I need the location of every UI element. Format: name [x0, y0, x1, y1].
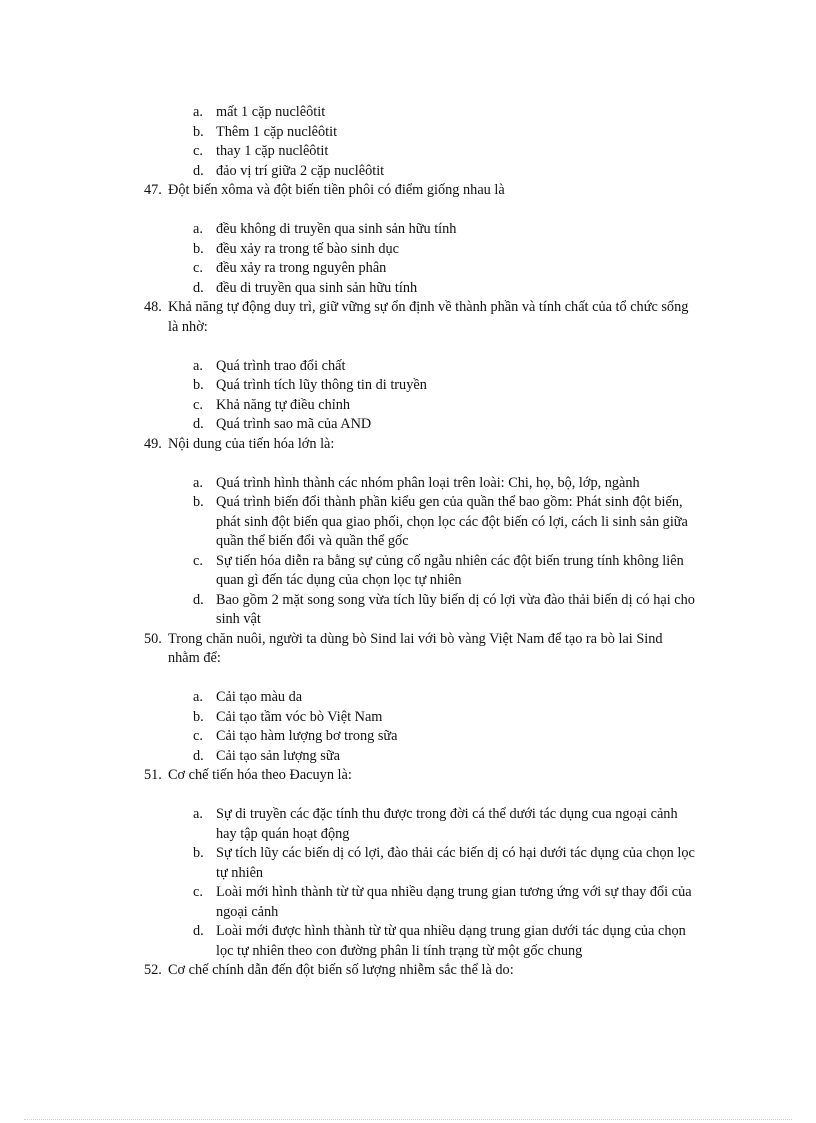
- question-text: Cơ chế chính dẫn đến đột biến số lượng nhiễm sắc thể là do:: [168, 962, 514, 978]
- option-letter: a.: [193, 474, 203, 491]
- option-item: [0, 142, 696, 162]
- option-letter: b.: [193, 494, 204, 510]
- option-text: Cải tạo màu da: [216, 689, 303, 705]
- carryover-options: [0, 103, 696, 181]
- option-item: [0, 376, 696, 396]
- option-item: [0, 727, 696, 747]
- option-letter: a.: [193, 221, 203, 237]
- question-51-options: [0, 805, 696, 961]
- option-text: Cải tạo tầm vóc bò Việt Nam: [216, 708, 383, 725]
- option-text: Loài mới hình thành từ từ qua nhiều dạng trung gian tương ứng với sự thay đổi của ngoại cảnh: [216, 884, 692, 920]
- option-item: [0, 220, 696, 240]
- option-text: mất 1 cặp nuclêôtit: [216, 104, 326, 120]
- option-letter: c.: [193, 884, 203, 900]
- option-item: [0, 415, 696, 435]
- question-text: Khả năng tự động duy trì, giữ vững sự ổn định về thành phần và tính chất của tổ chức sống là nhờ:: [168, 299, 689, 335]
- option-text: Quá trình tích lũy thông tin di truyền: [216, 377, 427, 393]
- option-letter: a.: [193, 357, 203, 374]
- question-49: [0, 435, 690, 455]
- question-number: 50.: [144, 630, 162, 647]
- option-letter: d.: [193, 923, 204, 939]
- option-letter: a.: [193, 806, 203, 822]
- option-text: Loài mới được hình thành từ từ qua nhiều dạng trung gian dưới tác dụng của chọn lọc tự nhiên theo con đường phân li tính trạng từ một gốc chung: [216, 923, 686, 959]
- option-item: [0, 591, 696, 630]
- question-number: 47.: [144, 182, 162, 198]
- option-item: [0, 747, 696, 767]
- option-letter: b.: [193, 708, 204, 725]
- question-text: Trong chăn nuôi, người ta dùng bò Sind lai với bò vàng Việt Nam để tạo ra bò lai Sind nhằm để:: [168, 630, 663, 666]
- option-item: [0, 103, 696, 123]
- option-letter: d.: [193, 279, 204, 296]
- option-item: [0, 688, 696, 708]
- option-text: đều xảy ra trong nguyên phân: [216, 260, 387, 276]
- option-item: [0, 844, 696, 883]
- option-item: [0, 396, 696, 416]
- option-text: thay 1 cặp nuclêôtit: [216, 143, 329, 159]
- option-item: [0, 279, 696, 299]
- question-number: 52.: [144, 962, 162, 978]
- question-text: Nội dung của tiến hóa lớn là:: [168, 435, 335, 452]
- question-49-options: [0, 474, 696, 630]
- option-item: [0, 357, 696, 377]
- option-letter: a.: [193, 104, 203, 120]
- option-letter: a.: [193, 689, 203, 705]
- option-letter: c.: [193, 143, 203, 159]
- question-52: [0, 961, 690, 981]
- question-number: 49.: [144, 435, 162, 452]
- question-text: Cơ chế tiến hóa theo Đacuyn là:: [168, 767, 352, 783]
- document-body: [0, 103, 696, 981]
- option-text: đảo vị trí giữa 2 cặp nuclêôtit: [216, 162, 385, 179]
- option-text: đều không di truyền qua sinh sản hữu tính: [216, 221, 457, 237]
- option-text: Quá trình trao đổi chất: [216, 357, 346, 374]
- option-item: [0, 259, 696, 279]
- option-letter: d.: [193, 747, 204, 764]
- option-letter: b.: [193, 240, 204, 257]
- question-50: [0, 630, 690, 669]
- option-letter: c.: [193, 396, 203, 413]
- question-50-options: [0, 688, 696, 766]
- question-48-options: [0, 357, 696, 435]
- option-letter: b.: [193, 377, 204, 393]
- option-text: đều di truyền qua sinh sản hữu tính: [216, 279, 418, 296]
- option-text: Sự di truyền các đặc tính thu được trong đời cá thể dưới tác dụng cua ngoại cảnh hay tập quán hoạt động: [216, 806, 678, 842]
- question-48: [0, 298, 690, 337]
- option-text: Cải tạo hàm lượng bơ trong sữa: [216, 728, 398, 744]
- option-item: [0, 883, 696, 922]
- option-item: [0, 162, 696, 182]
- option-text: Bao gồm 2 mặt song song vừa tích lũy biến dị có lợi vừa đào thải biến dị có hại cho sinh vật: [216, 591, 695, 627]
- option-text: Quá trình sao mã của AND: [216, 416, 372, 432]
- question-text: Đột biến xôma và đột biến tiền phôi có điểm giống nhau là: [168, 182, 505, 198]
- option-letter: c.: [193, 552, 203, 569]
- option-item: [0, 493, 696, 552]
- question-51: [0, 766, 690, 786]
- option-item: [0, 805, 696, 844]
- page-bottom-divider: [24, 1119, 792, 1120]
- question-47-options: [0, 220, 696, 298]
- option-text: Cải tạo sản lượng sữa: [216, 747, 340, 764]
- option-item: [0, 708, 696, 728]
- option-letter: b.: [193, 845, 204, 861]
- option-item: [0, 922, 696, 961]
- question-47: [0, 181, 690, 201]
- option-text: Sự tiến hóa diễn ra bằng sự củng cố ngẫu nhiên các đột biến trung tính không liên quan gì đến tác dụng của chọn lọc tự nhiên: [216, 552, 684, 588]
- question-number: 51.: [144, 767, 162, 783]
- question-number: 48.: [144, 299, 162, 315]
- option-letter: c.: [193, 728, 203, 744]
- option-letter: d.: [193, 162, 204, 179]
- option-item: [0, 123, 696, 143]
- option-text: Sự tích lũy các biến dị có lợi, đào thải các biến dị có hại dưới tác dụng của chọn lọc tự nhiên: [216, 845, 695, 881]
- option-text: đều xảy ra trong tế bào sinh dục: [216, 240, 400, 257]
- option-item: [0, 474, 696, 494]
- option-item: [0, 552, 696, 591]
- option-text: Thêm 1 cặp nuclêôtit: [216, 123, 338, 140]
- option-item: [0, 240, 696, 260]
- option-letter: d.: [193, 416, 204, 432]
- option-text: Quá trình hình thành các nhóm phân loại trên loài: Chi, họ, bộ, lớp, ngành: [216, 474, 640, 491]
- option-letter: d.: [193, 591, 204, 608]
- option-text: Khả năng tự điều chỉnh: [216, 396, 351, 413]
- option-text: Quá trình biến đổi thành phần kiểu gen của quần thể bao gồm: Phát sinh đột biến, phát sinh đột biến qua giao phối, chọn lọc các đột biến có lợi, cách li sinh sản giữa quần thể biến đổi và quần thể gốc: [216, 494, 688, 549]
- option-letter: b.: [193, 123, 204, 140]
- option-letter: c.: [193, 260, 203, 276]
